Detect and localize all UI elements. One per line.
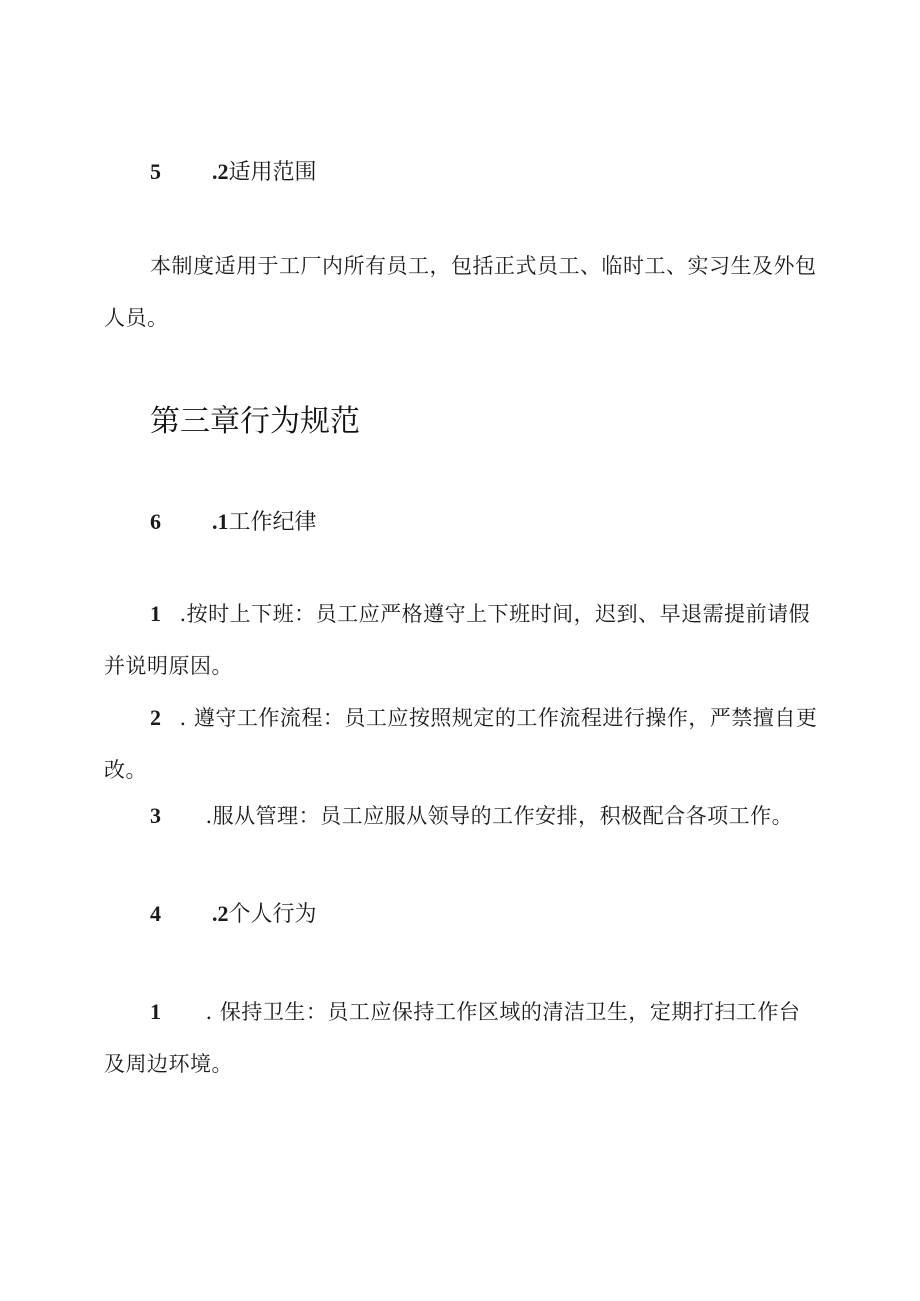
discipline-item-2 [104, 692, 820, 796]
chapter-title: 第三章行为规范 [150, 404, 360, 439]
section-subnumber: .2 [212, 901, 229, 926]
section-heading-6-1 [150, 507, 317, 538]
section-subnumber: .1 [212, 509, 229, 534]
discipline-item-3 [104, 790, 820, 842]
section-number: 6 [150, 509, 161, 534]
section-heading-4-2 [150, 899, 317, 930]
scope-paragraph: 本制度适用于工厂内所有员工，包括正式员工、临时工、实习生及外包人员。 [104, 254, 817, 330]
item-number: 1 [150, 999, 162, 1024]
section-number: 5 [150, 159, 161, 184]
section-title: 工作纪律 [228, 510, 317, 535]
section-subnumber: .2 [212, 159, 229, 184]
item-number: 2 [150, 705, 162, 730]
item-text: .按时上下班：员工应严格遵守上下班时间，迟到、早退需提前请假并说明原因。 [104, 602, 811, 678]
section-title: 适用范围 [228, 160, 317, 185]
discipline-item-1 [104, 588, 820, 692]
item-text: .服从管理：员工应服从领导的工作安排，积极配合各项工作。 [205, 804, 794, 828]
item-text: . 保持卫生：员工应保持工作区域的清洁卫生，定期打扫工作台及周边环境。 [104, 1000, 801, 1076]
section-heading-5-2 [150, 157, 317, 188]
item-number: 1 [150, 601, 162, 626]
section-title: 个人行为 [228, 902, 317, 927]
item-number: 3 [150, 803, 162, 828]
personal-item-1 [104, 986, 820, 1090]
section-number: 4 [150, 901, 161, 926]
item-text: . 遵守工作流程：员工应按照规定的工作流程进行操作，严禁擅自更改。 [104, 706, 818, 782]
